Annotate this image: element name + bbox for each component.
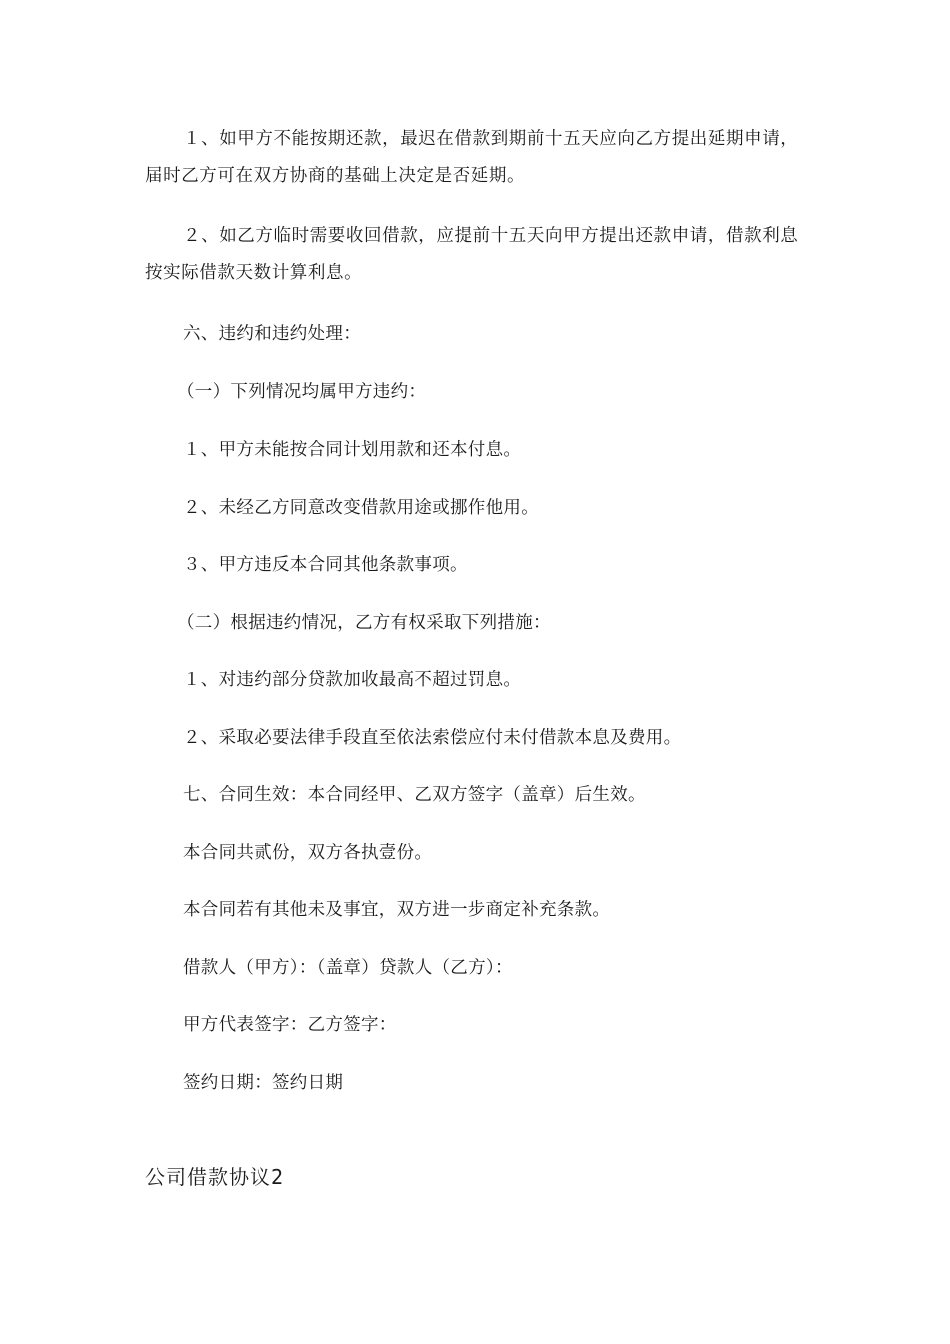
breach-item-3: ３、甲方违反本合同其他条款事项。 (183, 555, 468, 575)
clause-extension-request: １、如甲方不能按期还款，最迟在借款到期前十五天应向乙方提出延期申请，届时乙方可在双方协商的基础上决定是否延期。 (145, 129, 799, 186)
copies-clause: 本合同共贰份，双方各执壹份。 (183, 843, 433, 863)
measure-item-1: １、对违约部分贷款加收最高不超过罚息。 (183, 670, 522, 690)
next-agreement-title: 公司借款协议2 (145, 1165, 285, 1189)
subsection-party-a-breach: （一）下列情况均属甲方违约： (177, 382, 427, 402)
section-heading-effectiveness: 七、合同生效：本合同经甲、乙双方签字（盖章）后生效。 (183, 785, 646, 805)
section-heading-breach: 六、违约和违约处理： (183, 324, 361, 344)
signing-date-line: 签约日期：签约日期 (183, 1073, 344, 1093)
measure-item-2: ２、采取必要法律手段直至依法索偿应付未付借款本息及费用。 (183, 728, 682, 748)
breach-item-1: １、甲方未能按合同计划用款和还本付息。 (183, 440, 522, 460)
signature-parties-line: 借款人（甲方）：（盖章）贷款人（乙方）： (183, 958, 513, 978)
signature-representatives-line: 甲方代表签字：乙方签字： (183, 1015, 397, 1035)
breach-item-2: ２、未经乙方同意改变借款用途或挪作他用。 (183, 498, 539, 518)
clause-early-recall: ２、如乙方临时需要收回借款，应提前十五天向甲方提出还款申请，借款利息按实际借款天数计算利息。 (145, 226, 799, 283)
supplementary-clause: 本合同若有其他未及事宜，双方进一步商定补充条款。 (183, 900, 611, 920)
subsection-party-b-measures: （二）根据违约情况，乙方有权采取下列措施： (177, 613, 551, 633)
